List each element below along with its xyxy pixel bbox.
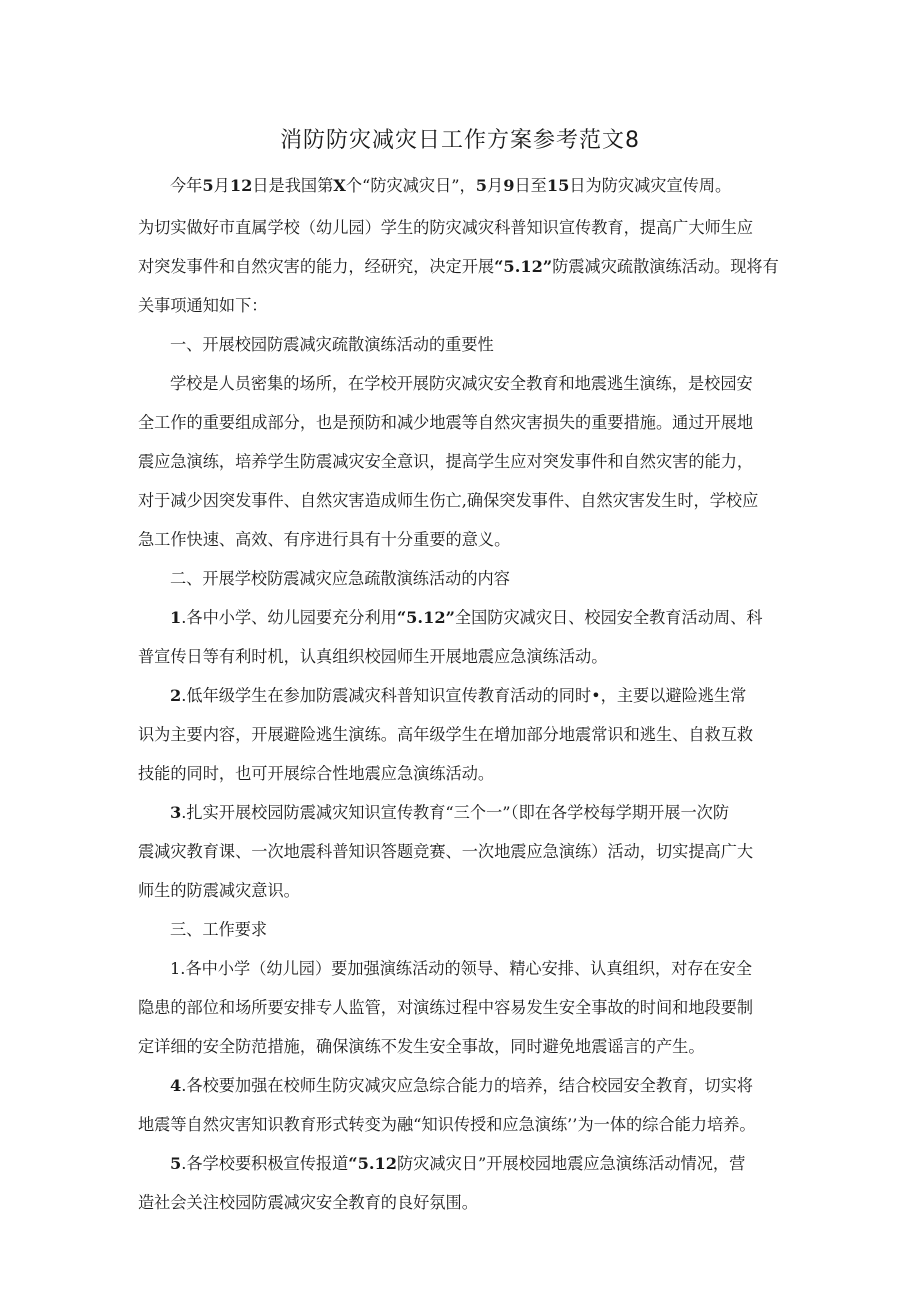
- document-title: 消防防灾减灾日工作方案参考范文8: [280, 128, 640, 153]
- section-3-item-1-line-3: 定详细的安全防范措施，确保演练不发生安全事故，同时避免地震谣言的产生。: [138, 1037, 705, 1056]
- section-2-item-1-line-1: 1.各中小学、幼儿园要充分利用“5.12”全国防灾减灾日、校园安全教育活动周、科: [170, 608, 763, 627]
- section-3-heading: 三、工作要求: [170, 920, 268, 939]
- intro-line-1: 今年5月12日是我国第X个“防灾减灾日”，5月9日至15日为防灾减灾宣传周。: [170, 176, 732, 195]
- section-2-item-2-line-2: 识为主要内容，开展避险逃生演练。高年级学生在增加部分地震常识和逃生、自救互救: [138, 725, 754, 744]
- section-2-item-2-line-1: 2.低年级学生在参加防震减灾科普知识宣传教育活动的同时•，主要以避险逃生常: [170, 686, 747, 705]
- section-1-line-3: 震应急演练，培养学生防震减灾安全意识，提高学生应对突发事件和自然灾害的能力，: [138, 452, 754, 471]
- section-1-line-2: 全工作的重要组成部分，也是预防和减少地震等自然灾害损失的重要措施。通过开展地: [138, 413, 754, 432]
- section-3-item-4-line-2: 地震等自然灾害知识教育形式转变为融“知识传授和应急演练’’为一体的综合能力培养。: [138, 1115, 756, 1134]
- section-3-item-4-line-1: 4.各校要加强在校师生防灾减灾应急综合能力的培养，结合校园安全教育，切实将: [170, 1076, 753, 1095]
- section-1-heading: 一、开展校园防震减灾疏散演练活动的重要性: [170, 335, 494, 354]
- intro-line-2: 为切实做好市直属学校（幼儿园）学生的防灾减灾科普知识宣传教育，提高广大师生应: [138, 218, 754, 237]
- section-3-item-5-line-2: 造社会关注校园防震减灾安全教育的良好氛围。: [138, 1193, 478, 1212]
- section-2-item-1-line-2: 普宣传日等有利时机，认真组织校园师生开展地震应急演练活动。: [138, 647, 608, 666]
- section-2-item-3-line-3: 师生的防震减灾意识。: [138, 881, 300, 900]
- section-3-item-1-line-1: 1.各中小学（幼儿园）要加强演练活动的领导、精心安排、认真组织，对存在安全: [170, 959, 753, 978]
- section-1-line-5: 急工作快速、高效、有序进行具有十分重要的意义。: [138, 530, 511, 549]
- section-2-heading: 二、开展学校防震减灾应急疏散演练活动的内容: [170, 569, 510, 588]
- section-1-line-1: 学校是人员密集的场所，在学校开展防灾减灾安全教育和地震逃生演练，是校园安: [170, 374, 753, 393]
- section-2-item-3-line-1: 3.扎实开展校园防震减灾知识宣传教育“三个一”（即在各学校每学期开展一次防: [170, 803, 730, 822]
- section-2-item-3-line-2: 震减灾教育课、一次地震科普知识答题竞赛、一次地震应急演练）活动，切实提高广大: [138, 842, 754, 861]
- section-1-line-4: 对于减少因突发事件、自然灾害造成师生伤亡,确保突发事件、自然灾害发生时，学校应: [138, 491, 759, 510]
- section-3-item-5-line-1: 5.各学校要积极宣传报道“5.12防灾减灾日”开展校园地震应急演练活动情况，营: [170, 1154, 746, 1173]
- section-2-item-2-line-3: 技能的同时，也可开展综合性地震应急演练活动。: [138, 764, 495, 783]
- section-3-item-1-line-2: 隐患的部位和场所要安排专人监管，对演练过程中容易发生安全事故的时间和地段要制: [138, 998, 754, 1017]
- intro-line-3: 对突发事件和自然灾害的能力，经研究，决定开展“5.12”防震减灾疏散演练活动。现将有: [138, 257, 779, 276]
- intro-line-4: 关事项通知如下：: [138, 296, 268, 315]
